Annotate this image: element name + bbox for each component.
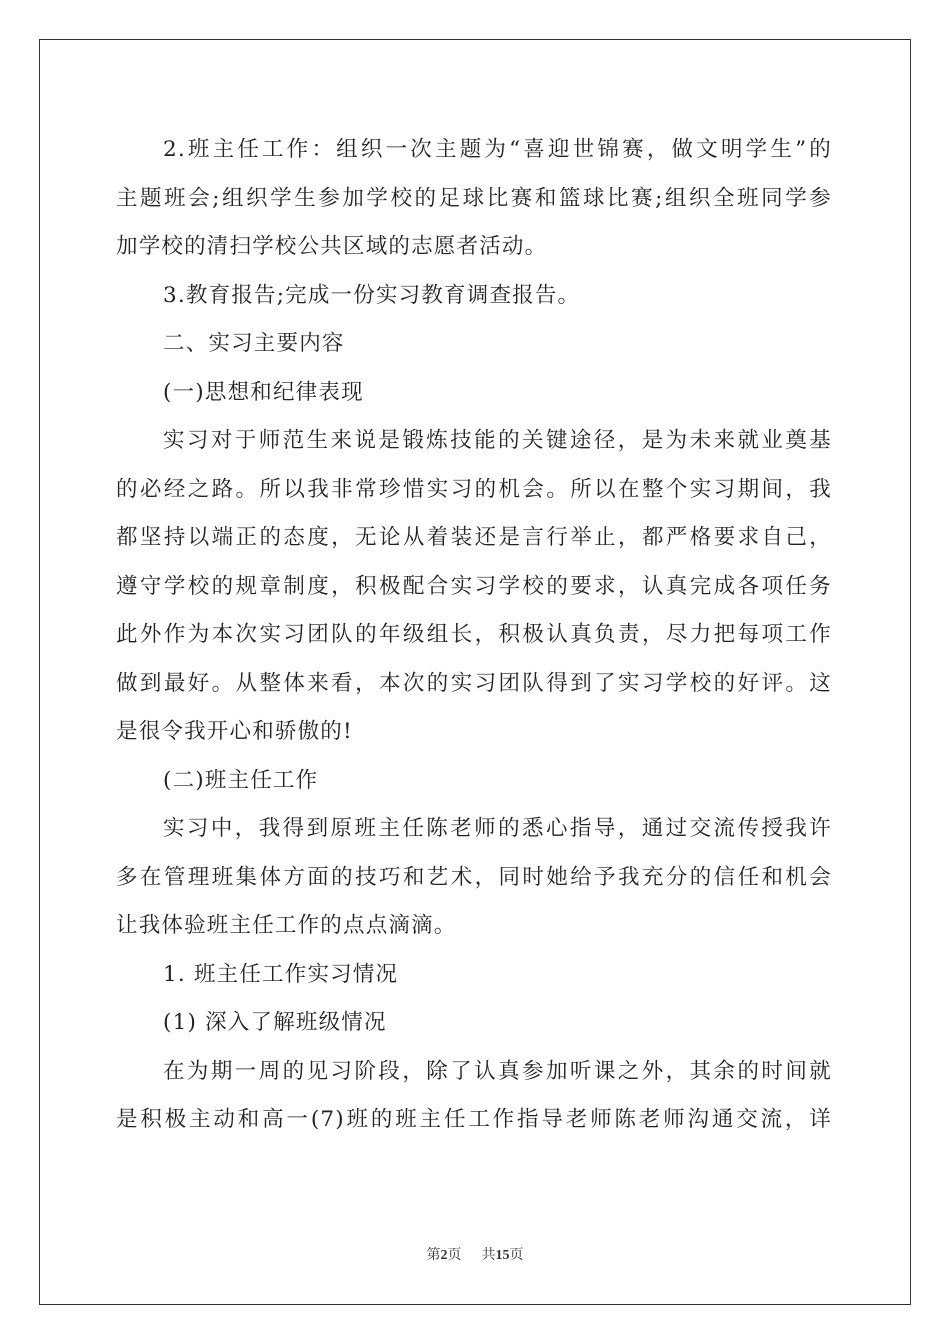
subsection-heading: (一)思想和纪律表现 [163, 379, 364, 405]
document-body [116, 126, 832, 1145]
item-heading: (1) 深入了解班级情况 [163, 1010, 387, 1035]
item-heading: 1. 班主任工作实习情况 [163, 961, 399, 987]
paragraph-line: 在为期一周的见习阶段，除了认真参加听课之外，其余的时间就 [163, 1058, 832, 1084]
paragraph-line: 多在管理班集体方面的技巧和艺术，同时她给予我充分的信任和机会 [116, 864, 832, 890]
page-number: 2 [440, 1248, 448, 1263]
paragraph-line: 做到最好。从整体来看，本次的实习团队得到了实习学校的好评。这 [116, 670, 832, 696]
paragraph-line: 都坚持以端正的态度，无论从着装还是言行举止，都严格要求自己， [116, 525, 832, 550]
page-prefix: 第 [426, 1247, 441, 1263]
paragraph-line: 实习对于师范生来说是锻炼技能的关键途径，是为未来就业奠基 [163, 428, 832, 453]
paragraph-line: 遵守学校的规章制度，积极配合实习学校的要求，认真完成各项任务 [116, 573, 832, 599]
total-pages: 15 [495, 1248, 510, 1263]
paragraph-line: 是很令我开心和骄傲的! [116, 719, 353, 744]
paragraph-line: 主题班会;组织学生参加学校的足球比赛和篮球比赛;组织全班同学参 [116, 185, 832, 211]
section-heading: 二、实习主要内容 [163, 331, 345, 356]
paragraph-line: 3.教育报告;完成一份实习教育调查报告。 [163, 282, 581, 308]
paragraph-line: 的必经之路。所以我非常珍惜实习的机会。所以在整个实习期间，我 [116, 476, 832, 502]
paragraph-line: 实习中，我得到原班主任陈老师的悉心指导，通过交流传授我许 [163, 816, 832, 841]
page-suffix: 页 [447, 1247, 462, 1263]
paragraph-line: 是积极主动和高一(7)班的班主任工作指导老师陈老师沟通交流，详 [116, 1107, 832, 1132]
page-footer [0, 1244, 950, 1264]
paragraph-line: 此外作为本次实习团队的年级组长，积极认真负责，尽力把每项工作 [116, 622, 832, 647]
paragraph-line: 加学校的清扫学校公共区域的志愿者活动。 [116, 234, 548, 259]
paragraph-line: 让我体验班主任工作的点点滴滴。 [116, 913, 457, 938]
total-prefix: 共 [481, 1247, 496, 1263]
subsection-heading: (二)班主任工作 [163, 767, 319, 793]
paragraph-line: 2.班主任工作：组织一次主题为“喜迎世锦赛，做文明学生”的 [163, 137, 832, 162]
total-suffix: 页 [509, 1247, 524, 1263]
